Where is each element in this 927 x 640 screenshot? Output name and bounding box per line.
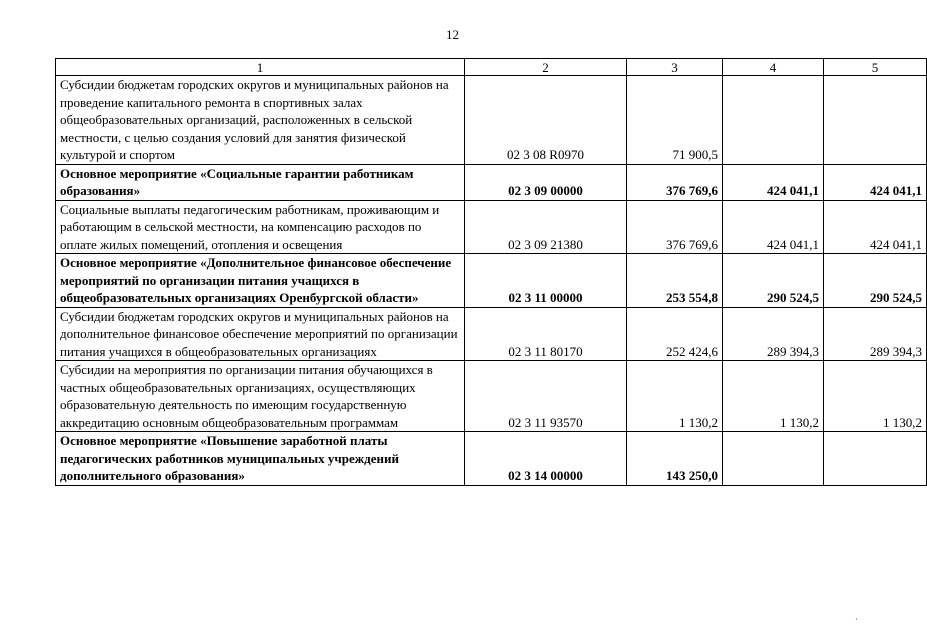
row-description: Субсидии бюджетам городских округов и муниципальных районов на проведение капитального ремонта в спортивных залах общеобразовательных организаций, расположенных в сельской местности, с целью создания условий для занятия физической культурой и спортом — [56, 76, 465, 165]
column-header: 1 — [56, 59, 465, 76]
row-value-col5: 424 041,1 — [824, 164, 927, 200]
row-description: Основное мероприятие «Социальные гарантии работникам образования» — [56, 164, 465, 200]
row-value-col3: 253 554,8 — [627, 254, 723, 308]
row-description: Социальные выплаты педагогическим работникам, проживающим и работающим в сельской местности, на компенсацию расходов по оплате жилых помещений, отопления и освещения — [56, 200, 465, 254]
row-code: 02 3 08 R0970 — [465, 76, 627, 165]
table-row — [56, 200, 927, 254]
row-description: Основное мероприятие «Повышение заработной платы педагогических работников муниципальных учреждений дополнительного образования» — [56, 432, 465, 486]
row-value-col4 — [723, 432, 824, 486]
row-value-col5: 1 130,2 — [824, 361, 927, 432]
column-header: 4 — [723, 59, 824, 76]
column-header: 2 — [465, 59, 627, 76]
row-value-col5 — [824, 76, 927, 165]
row-value-col4: 424 041,1 — [723, 164, 824, 200]
row-code: 02 3 09 21380 — [465, 200, 627, 254]
row-value-col4: 1 130,2 — [723, 361, 824, 432]
row-value-col3: 252 424,6 — [627, 307, 723, 361]
page-number: 12 — [446, 27, 459, 42]
row-value-col3: 71 900,5 — [627, 76, 723, 165]
row-value-col5: 290 524,5 — [824, 254, 927, 308]
row-description: Субсидии на мероприятия по организации питания обучающихся в частных общеобразовательных организациях, осуществляющих образовательную деятельность по имеющим государственную аккредитацию основным общеобразовательным программам — [56, 361, 465, 432]
row-code: 02 3 11 93570 — [465, 361, 627, 432]
row-code: 02 3 09 00000 — [465, 164, 627, 200]
column-header: 5 — [824, 59, 927, 76]
table-row — [56, 164, 927, 200]
row-value-col3: 376 769,6 — [627, 200, 723, 254]
row-value-col4: 290 524,5 — [723, 254, 824, 308]
budget-table — [55, 58, 927, 486]
row-code: 02 3 11 00000 — [465, 254, 627, 308]
row-value-col4: 424 041,1 — [723, 200, 824, 254]
table-row — [56, 307, 927, 361]
scan-dot: · — [855, 615, 858, 624]
header-row — [56, 59, 927, 76]
table-row — [56, 432, 927, 486]
row-value-col3: 376 769,6 — [627, 164, 723, 200]
row-value-col5 — [824, 432, 927, 486]
row-value-col3: 1 130,2 — [627, 361, 723, 432]
row-value-col5: 424 041,1 — [824, 200, 927, 254]
row-value-col4 — [723, 76, 824, 165]
row-description: Субсидии бюджетам городских округов и муниципальных районов на дополнительное финансовое обеспечение мероприятий по организации питания учащихся в общеобразовательных организациях — [56, 307, 465, 361]
row-code: 02 3 14 00000 — [465, 432, 627, 486]
row-code: 02 3 11 80170 — [465, 307, 627, 361]
row-value-col4: 289 394,3 — [723, 307, 824, 361]
row-value-col3: 143 250,0 — [627, 432, 723, 486]
row-description: Основное мероприятие «Дополнительное финансовое обеспечение мероприятий по организации питания учащихся в общеобразовательных организациях Оренбургской области» — [56, 254, 465, 308]
table-row — [56, 361, 927, 432]
table-row — [56, 254, 927, 308]
table-row — [56, 76, 927, 165]
column-header: 3 — [627, 59, 723, 76]
row-value-col5: 289 394,3 — [824, 307, 927, 361]
